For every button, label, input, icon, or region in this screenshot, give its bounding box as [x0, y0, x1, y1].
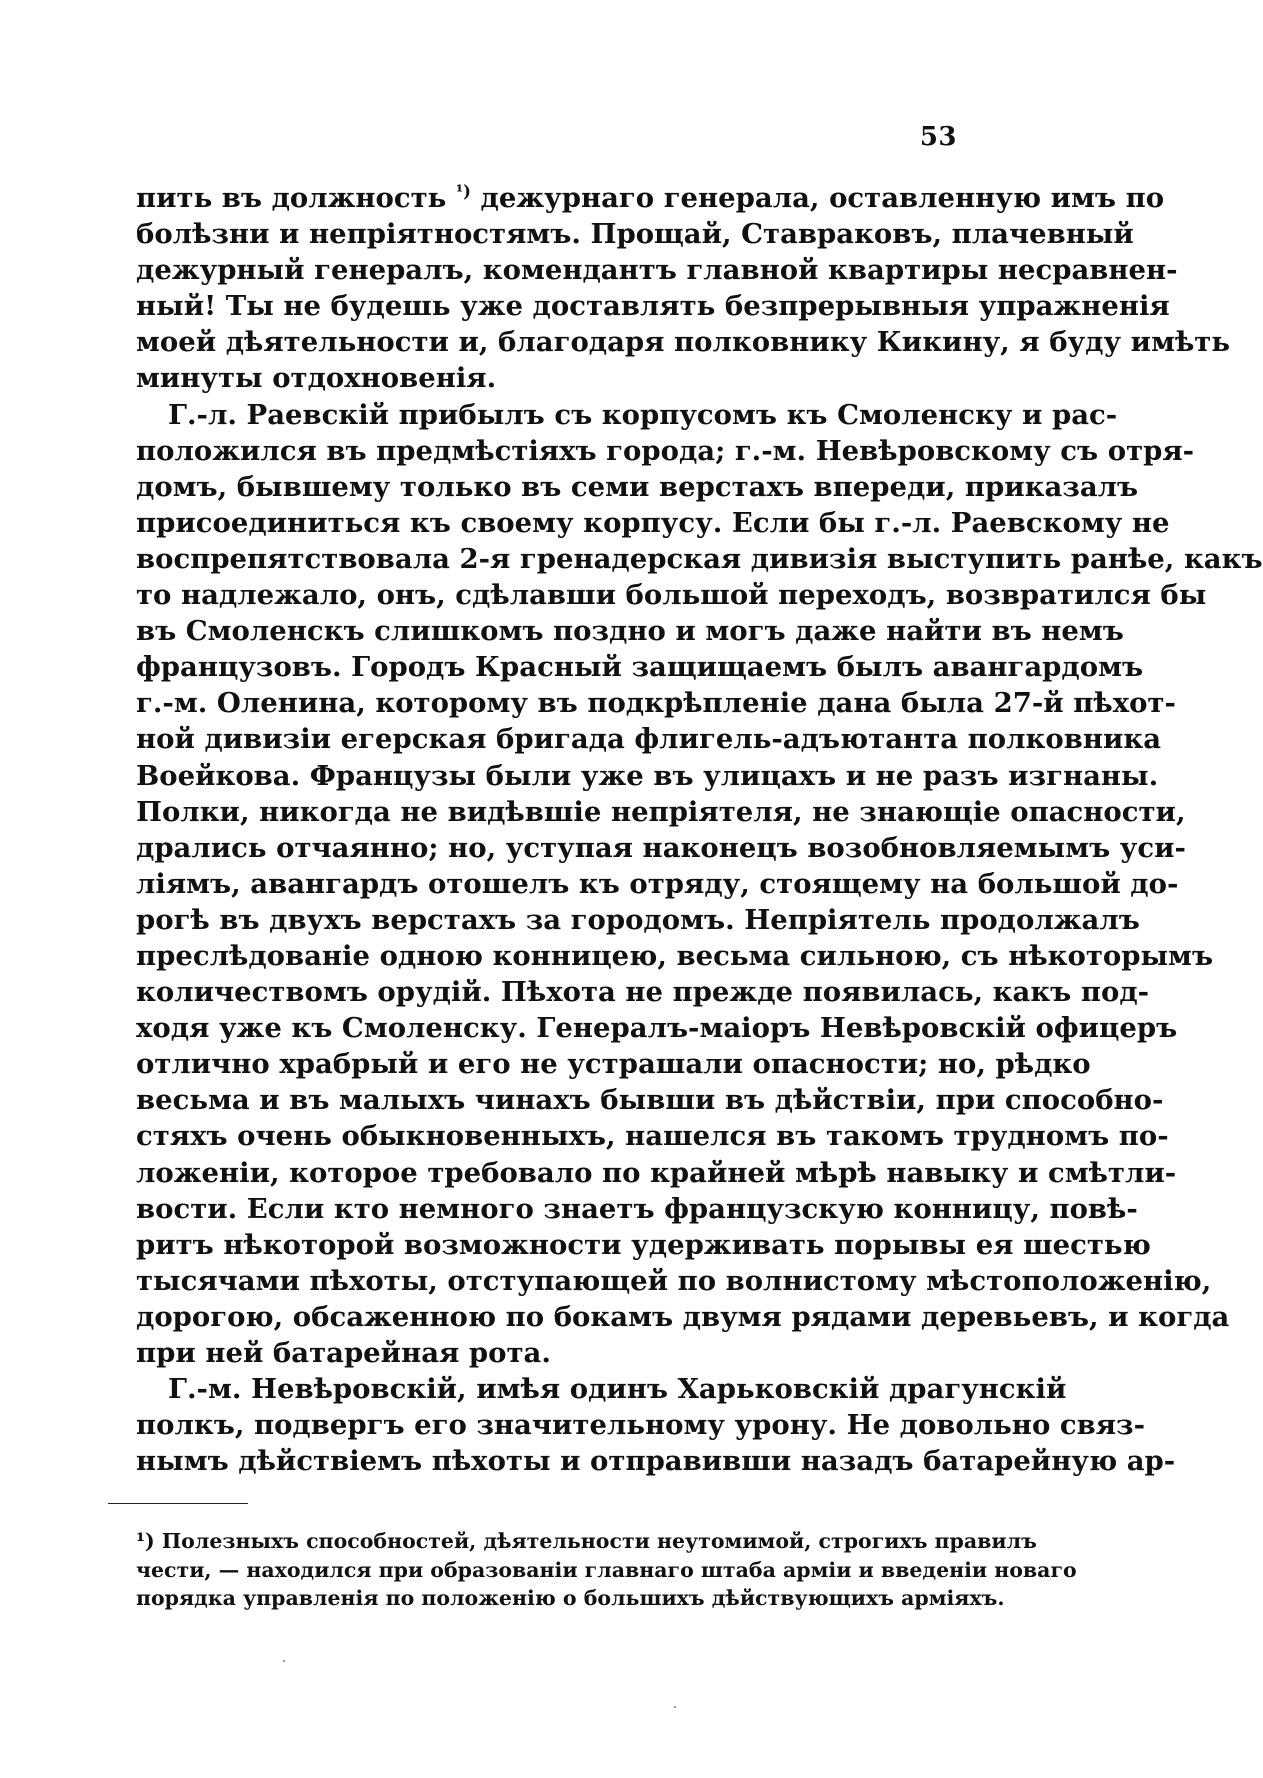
text-line: болѣзни и непріятностямъ. Прощай, Ставраковъ, плачевный: [136, 218, 1134, 251]
footnote-line: ¹) Полезныхъ способностей, дѣятельности неутомимой, строгихъ правилъ: [136, 1529, 1037, 1553]
text-line: ритъ нѣкоторой возможности удерживать порывы ея шестью: [136, 1228, 1151, 1261]
text-line: Воейкова. Французы были уже въ улицахъ и не разъ изгнаны.: [136, 759, 1159, 792]
main-text: [136, 180, 1263, 1479]
text-line: ный! Ты не будешь уже доставлять безпрерывныя упражненія: [136, 290, 1170, 323]
text-line: нымъ дѣйствіемъ пѣхоты и отправивши назадъ батарейную ар-: [136, 1445, 1176, 1478]
footnote-reference: ¹): [455, 181, 471, 201]
text-line: пить въ должность $^{^1)}$ дежурнаго генерала, оставленную имъ по: [136, 181, 1165, 214]
text-line: ложеніи, которое требовало по крайней мѣрѣ навыку и смѣтли-: [136, 1156, 1177, 1189]
paper-speck: [674, 1706, 676, 1708]
text-line: французовъ. Городъ Красный защищаемъ былъ авангардомъ: [136, 651, 1144, 684]
text-line: ходя уже къ Смоленску. Генералъ-маіоръ Невѣровскій офицеръ: [136, 1012, 1178, 1045]
text-line: Г.-л. Раевскій прибылъ съ корпусомъ къ Смоленску и рас-: [168, 398, 1118, 431]
text-line: ной дивизіи егерская бригада флигель-адъютанта полковника: [136, 723, 1162, 756]
text-line: дорогою, обсаженною по бокамъ двумя рядами деревьевъ, и когда: [136, 1300, 1230, 1333]
text-line: домъ, бывшему только въ семи верстахъ впереди, приказалъ: [136, 470, 1139, 503]
footnote: [136, 1527, 1077, 1613]
text-line: отлично храбрый и его не устрашали опасности; но, рѣдко: [136, 1048, 1091, 1081]
text-line: присоединиться къ своему корпусу. Если бы г.-л. Раевскому не: [136, 506, 1170, 539]
text-line: Г.-м. Невѣровскій, имѣя одинъ Харьковскій драгунскій: [168, 1373, 1067, 1406]
footnote-marker: ¹): [136, 1529, 155, 1553]
text-line: воспрепятствовала 2-я гренадерская дивизія выступить ранѣе, какъ: [136, 542, 1263, 575]
text-line: тысячами пѣхоты, отступающей по волнистому мѣстоположенію,: [136, 1264, 1212, 1297]
text-line: рогѣ въ двухъ верстахъ за городомъ. Непріятель продолжалъ: [136, 903, 1140, 936]
text-line: стяхъ очень обыкновенныхъ, нашелся въ такомъ трудномъ по-: [136, 1120, 1169, 1153]
text-line: весьма и въ малыхъ чинахъ бывши въ дѣйствіи, при способно-: [136, 1084, 1164, 1117]
text-line: положился въ предмѣстіяхъ города; г.-м. Невѣровскому съ отря-: [136, 434, 1195, 467]
text-line: въ Смоленскъ слишкомъ поздно и могъ даже найти въ немъ: [136, 615, 1124, 648]
text-line: дрались отчаянно; но, уступая наконецъ возобновляемымъ уси-: [136, 831, 1186, 864]
text-line: моей дѣятельности и, благодаря полковнику Кикину, я буду имѣть: [136, 326, 1230, 359]
text-line: вости. Если кто немного знаетъ французскую конницу, повѣ-: [136, 1192, 1138, 1225]
page-number: 53: [919, 122, 957, 152]
footnote-line: чести, — находился при образованіи главнаго штаба арміи и введеніи новаго: [136, 1557, 1077, 1582]
text-line: при ней батарейная рота.: [136, 1337, 551, 1369]
text-line: г.-м. Оленина, которому въ подкрѣпленіе дана была 27-й пѣхот-: [136, 687, 1176, 720]
text-line: Полки, никогда не видѣвшіе непріятеля, не знающіе опасности,: [136, 795, 1186, 828]
text-line: то надлежало, онъ, сдѣлавши большой переходъ, возвратился бы: [136, 579, 1207, 612]
text-line: минуты отдохновенія.: [136, 362, 497, 395]
paper-speck: [283, 1660, 285, 1662]
footnote-line: порядка управленія по положенію о большихъ дѣйствующихъ арміяхъ.: [136, 1586, 1005, 1610]
text-line: ліямъ, авангардъ отошелъ къ отряду, стоящему на большой до-: [136, 867, 1179, 900]
text-line: дежурный генералъ, комендантъ главной квартиры несравнен-: [136, 254, 1178, 287]
text-line: преслѣдованіе одною конницею, весьма сильною, съ нѣкоторымъ: [136, 939, 1214, 972]
footnote-separator: [108, 1503, 248, 1504]
text-line: количествомъ орудій. Пѣхота не прежде появилась, какъ под-: [136, 976, 1150, 1009]
text-line: полкъ, подвергъ его значительному урону. Не довольно связ-: [136, 1409, 1145, 1442]
